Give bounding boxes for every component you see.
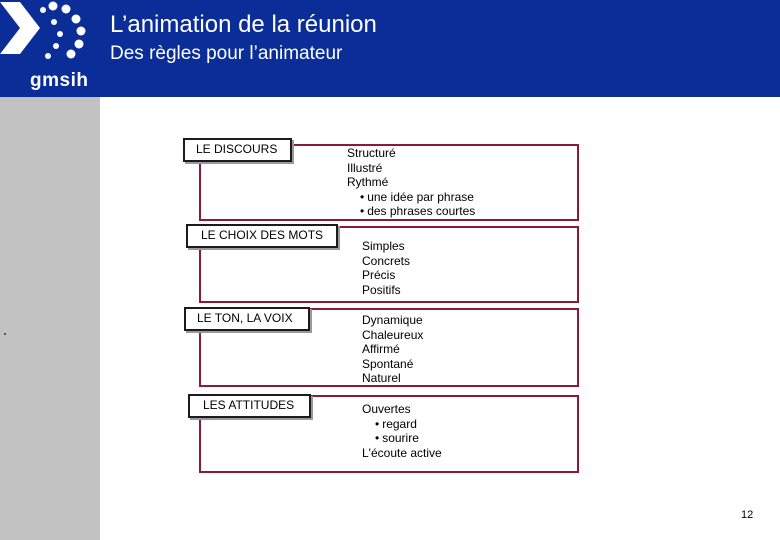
list-item: Affirmé (362, 342, 400, 356)
list-item: L'écoute active (362, 445, 442, 460)
list-item: • une idée par phrase (347, 190, 577, 205)
list-item: Dynamique (362, 313, 423, 327)
label-discours: LE DISCOURS (183, 138, 292, 162)
left-sidebar (0, 97, 100, 540)
list-item: • regard (362, 417, 577, 432)
list-item: • des phrases courtes (347, 204, 577, 219)
gmsih-logo (0, 0, 100, 97)
sidebar-dot (4, 333, 6, 335)
label-ton-voix: LE TON, LA VOIX (184, 307, 310, 331)
list-item: Spontané (362, 356, 414, 371)
list-item: Positifs (362, 282, 401, 297)
header-bar (0, 0, 780, 97)
list-item: Naturel (362, 371, 401, 385)
list-item: Structuré (347, 146, 396, 160)
list-item: Simples (362, 239, 405, 253)
list-item: Chaleureux (362, 327, 424, 342)
list-item: Ouvertes (362, 402, 411, 416)
page-number: 12 (741, 509, 754, 521)
logo-text: gmsih (30, 70, 89, 91)
label-attitudes: LES ATTITUDES (188, 394, 311, 418)
page-title: L’animation de la réunion (110, 11, 377, 38)
page-subtitle: Des règles pour l’animateur (110, 43, 343, 64)
list-item: Rythmé (347, 175, 389, 189)
list-item: Précis (362, 268, 396, 282)
list-item: • sourire (362, 431, 577, 446)
label-choix-mots: LE CHOIX DES MOTS (186, 224, 338, 248)
list-item: Concrets (362, 253, 411, 268)
list-item: Illustré (347, 160, 383, 175)
logo-arrow-icon (0, 0, 100, 70)
